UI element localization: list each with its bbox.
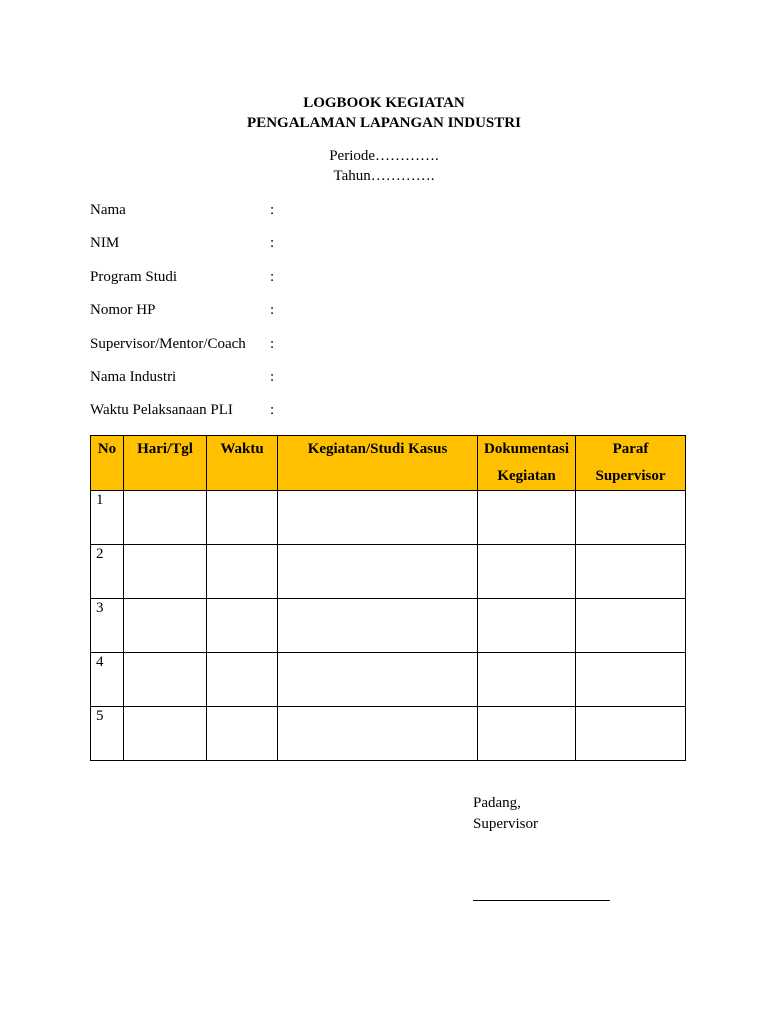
tahun-label: Tahun…………. (333, 168, 435, 184)
cell-kegiatan (278, 491, 478, 545)
cell-waktu (207, 545, 278, 599)
column-header-paraf: Paraf Supervisor (576, 436, 686, 491)
cell-hari-tgl (124, 599, 207, 653)
field-colon: : (270, 368, 275, 385)
signature-role: Supervisor (473, 816, 538, 832)
cell-kegiatan (278, 653, 478, 707)
title-line-2: PENGALAMAN LAPANGAN INDUSTRI (247, 115, 521, 131)
field-colon: : (270, 302, 275, 319)
cell-dokumentasi (478, 653, 576, 707)
column-header-waktu: Waktu (207, 436, 278, 491)
field-colon: : (270, 335, 275, 352)
field-label: Waktu Pelaksanaan PLI (90, 402, 233, 419)
table-row (91, 707, 686, 761)
table-row (91, 545, 686, 599)
field-label: Program Studi (90, 268, 178, 285)
table-header-row (91, 436, 686, 491)
field-colon: : (270, 402, 275, 419)
table-row (91, 491, 686, 545)
cell-kegiatan (278, 599, 478, 653)
cell-waktu (207, 653, 278, 707)
field-label: NIM (90, 235, 120, 252)
field-nama (90, 199, 690, 232)
row-number: 3 (91, 599, 124, 653)
field-waktu-pelaksanaan (90, 399, 690, 432)
cell-hari-tgl (124, 545, 207, 599)
row-number: 1 (91, 491, 124, 545)
signature-line (473, 900, 610, 901)
cell-hari-tgl (124, 653, 207, 707)
field-program-studi (90, 266, 690, 299)
field-colon: : (270, 202, 275, 218)
field-nama-industri (90, 366, 690, 399)
column-header-no: No (91, 436, 124, 491)
column-header-kegiatan: Kegiatan/Studi Kasus (278, 436, 478, 491)
table-header (91, 436, 686, 491)
cell-hari-tgl (124, 707, 207, 761)
cell-paraf (576, 545, 686, 599)
cell-paraf (576, 491, 686, 545)
cell-paraf (576, 653, 686, 707)
signature-block (473, 793, 538, 835)
row-number: 4 (91, 653, 124, 707)
document-title (0, 93, 768, 133)
table-row (91, 653, 686, 707)
periode-label: Periode…………. (329, 148, 439, 164)
row-number: 5 (91, 707, 124, 761)
cell-kegiatan (278, 545, 478, 599)
logbook-table (90, 435, 686, 761)
signature-place: Padang, (473, 795, 521, 811)
cell-kegiatan (278, 707, 478, 761)
field-label: Supervisor/Mentor/Coach (90, 335, 246, 352)
identity-fields (90, 199, 690, 433)
cell-dokumentasi (478, 491, 576, 545)
field-label: Nama (90, 202, 126, 218)
cell-dokumentasi (478, 545, 576, 599)
table-row (91, 599, 686, 653)
period-block (0, 146, 768, 186)
field-label: Nama Industri (90, 368, 177, 385)
cell-dokumentasi (478, 707, 576, 761)
cell-paraf (576, 707, 686, 761)
field-nim (90, 232, 690, 265)
cell-paraf (576, 599, 686, 653)
field-label: Nomor HP (90, 302, 156, 319)
cell-waktu (207, 491, 278, 545)
field-supervisor (90, 333, 690, 366)
cell-dokumentasi (478, 599, 576, 653)
cell-hari-tgl (124, 491, 207, 545)
column-header-hari-tgl: Hari/Tgl (124, 436, 207, 491)
field-nomor-hp (90, 299, 690, 332)
field-colon: : (270, 235, 275, 252)
table-body (91, 491, 686, 761)
column-header-dokumentasi: Dokumentasi Kegiatan (478, 436, 576, 491)
cell-waktu (207, 599, 278, 653)
title-line-1: LOGBOOK KEGIATAN (303, 95, 465, 111)
cell-waktu (207, 707, 278, 761)
field-colon: : (270, 268, 275, 285)
row-number: 2 (91, 545, 124, 599)
